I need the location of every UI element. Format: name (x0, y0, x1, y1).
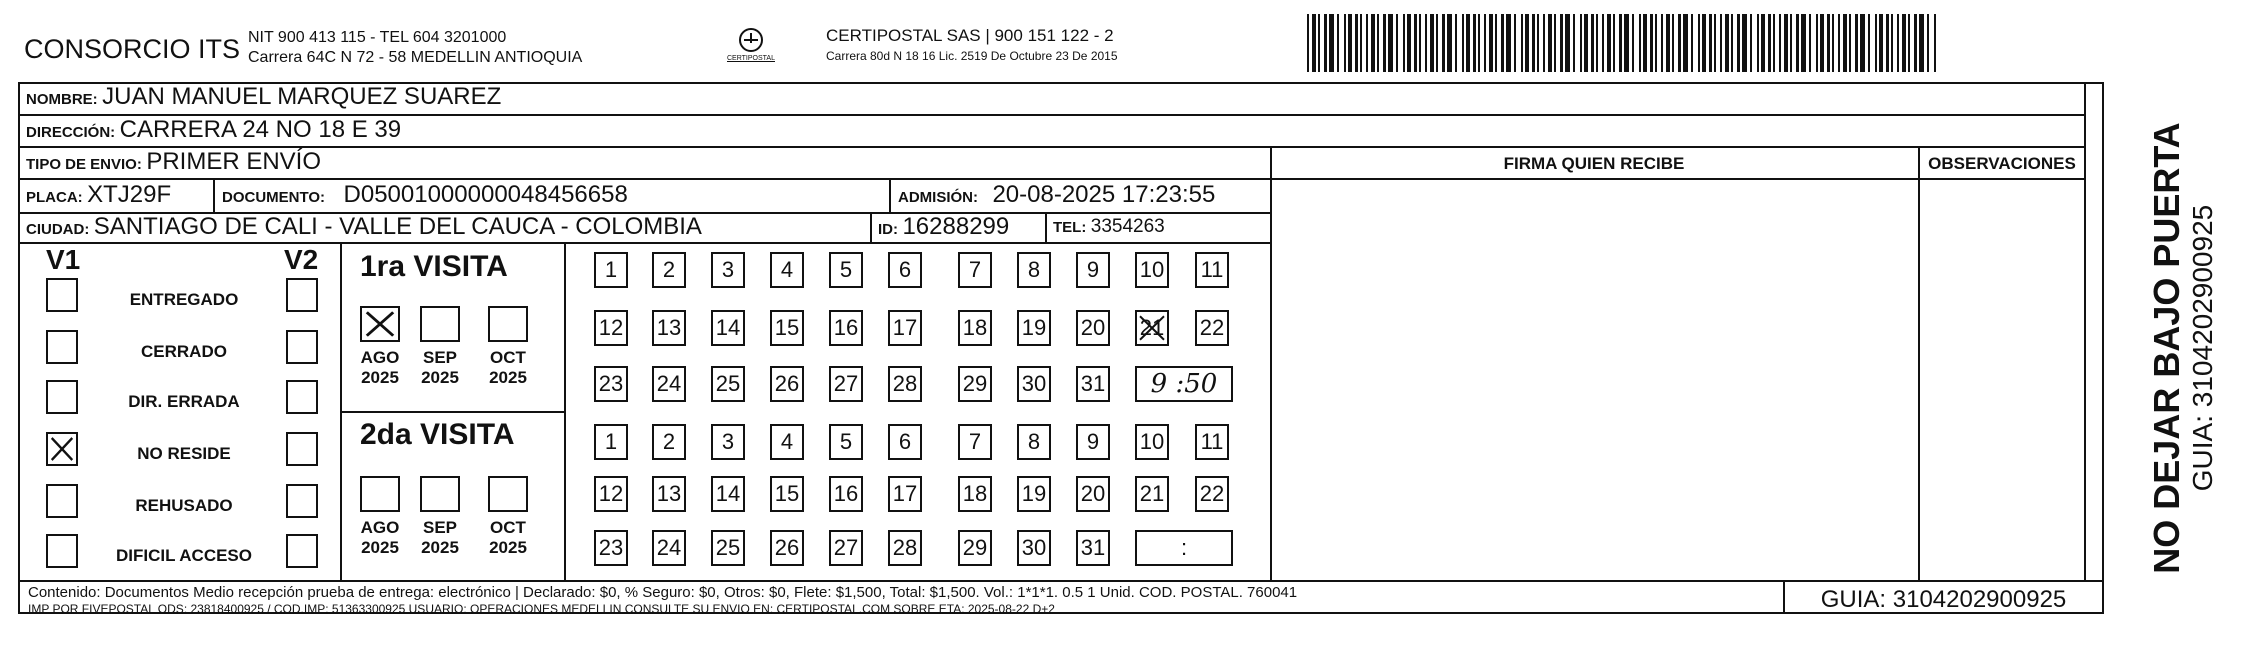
day-box: 11 (1195, 252, 1229, 288)
day-box: 16 (829, 310, 863, 346)
status-option-label: DIR. ERRADA (128, 392, 240, 411)
header-contact (248, 28, 582, 68)
day-box: 31 (1076, 366, 1110, 402)
barcode-bar (1868, 14, 1870, 72)
day-box: 3 (711, 424, 745, 460)
barcode-bar (1436, 14, 1438, 72)
day-box: 28 (888, 530, 922, 566)
barcode-bar (1698, 14, 1700, 72)
direccion-value: CARRERA 24 NO 18 E 39 (119, 116, 402, 143)
certipostal-logo (716, 22, 786, 72)
v2-checkbox (286, 484, 318, 518)
no-dejar-bajo-puerta: NO DEJAR BAJO PUERTA (2146, 122, 2187, 574)
barcode-bar (1683, 14, 1688, 72)
imp-line: IMP POR FIVEPOSTAL ODS: 23818400925 / COD.IMP: 51363300925 USUARIO: OPERACIONES MEDELLIN CONSULTE SU ENVIO EN: CERTIPOSTAL.COM SOBRE ETA: 2025-08-22 D+2 (28, 602, 1055, 616)
carrier-line: CERTIPOSTAL SAS | 900 151 122 - 2 (826, 26, 1114, 45)
day-box: 7 (958, 424, 992, 460)
day-box: 22 (1195, 310, 1229, 346)
tipo-value: PRIMER ENVÍO (146, 148, 322, 175)
month-label: SEP (422, 518, 458, 537)
day-box: 21 (1135, 476, 1169, 512)
status-option-label: DIFICIL ACCESO (115, 546, 252, 565)
company-name: CONSORCIO ITS (24, 34, 241, 64)
barcode-bar (1377, 14, 1379, 72)
barcode-bar (1886, 14, 1889, 72)
barcode-bar (1355, 14, 1358, 72)
day-box: 22 (1195, 476, 1229, 512)
v2-checkbox (286, 330, 318, 364)
barcode-bar (1761, 14, 1765, 72)
day-box: 27 (829, 366, 863, 402)
barcode-bar (1580, 14, 1582, 72)
barcode-bar (1473, 14, 1476, 72)
barcode-bar (1655, 14, 1657, 72)
barcode-bar (1750, 14, 1752, 72)
time-box: : (1135, 530, 1233, 566)
day-box: 24 (652, 530, 686, 566)
barcode-bar (1383, 14, 1386, 72)
day-box: 4 (770, 252, 804, 288)
first-visit-title: 1ra VISITA (360, 250, 508, 283)
barcode-bar (1484, 14, 1486, 72)
month-checkbox (360, 306, 400, 342)
barcode-bar (1337, 14, 1339, 72)
barcode-bar (1691, 14, 1693, 72)
day-box: 3 (711, 252, 745, 288)
barcode-bar (1430, 14, 1434, 72)
day-box: 23 (594, 366, 628, 402)
barcode-bar (1360, 14, 1362, 72)
x-mark-icon (362, 308, 398, 340)
barcode-bar (1348, 14, 1352, 72)
day-box: 29 (958, 366, 992, 402)
barcode-bar (1607, 14, 1611, 72)
v1-checkbox (46, 330, 78, 364)
day-box: 31 (1076, 530, 1110, 566)
tipo-label: TIPO DE ENVIO: (26, 156, 142, 173)
day-box: 21 (1135, 310, 1169, 346)
documento-field (222, 181, 628, 209)
tipo-row (26, 148, 321, 176)
v2-label: V2 (284, 244, 319, 275)
documento-value: D05001000000048456658 (343, 181, 628, 208)
id-value: 16288299 (902, 213, 1010, 240)
nombre-value: JUAN MANUEL MARQUEZ SUAREZ (102, 83, 502, 110)
barcode-bar (1875, 14, 1877, 72)
status-option-label: ENTREGADO (129, 290, 239, 309)
barcode-bar (1731, 14, 1733, 72)
carrier-info (826, 26, 1118, 63)
barcode-bar (1702, 14, 1706, 72)
barcode-bar (1838, 14, 1840, 72)
day-box: 26 (770, 530, 804, 566)
tel-field (1053, 216, 1165, 238)
barcode-bar (1407, 14, 1411, 72)
day-box: 15 (770, 310, 804, 346)
barcode-bar (1596, 14, 1598, 72)
v2-checkbox (286, 278, 318, 312)
year-label: 2025 (361, 368, 399, 387)
nombre-label: NOMBRE: (26, 91, 98, 108)
barcode-bar (1506, 14, 1511, 72)
barcode-bar (1419, 14, 1421, 72)
day-box: 7 (958, 252, 992, 288)
observaciones-label: OBSERVACIONES (1928, 154, 2076, 173)
day-box: 6 (888, 424, 922, 460)
barcode-bar (1602, 14, 1604, 72)
barcode-bar (1573, 14, 1575, 72)
barcode-bar (1318, 14, 1320, 72)
day-box: 13 (652, 476, 686, 512)
year-label: 2025 (489, 368, 527, 387)
month-label: SEP (422, 348, 458, 367)
id-label: ID: (878, 221, 898, 238)
barcode-bar (1650, 14, 1653, 72)
day-box: 26 (770, 366, 804, 402)
day-box: 15 (770, 476, 804, 512)
barcode-bar (1801, 14, 1806, 72)
barcode-bar (1879, 14, 1883, 72)
barcode-bar (1714, 14, 1716, 72)
v2-checkbox (286, 432, 318, 466)
barcode-bar (1554, 14, 1556, 72)
barcode-bar (1560, 14, 1563, 72)
barcode-bar (1849, 14, 1851, 72)
barcode-bar (1919, 14, 1924, 72)
barcode-bar (1366, 14, 1368, 72)
barcode-bar (1591, 14, 1594, 72)
placa-field (26, 181, 171, 209)
barcode-bar (1521, 14, 1523, 72)
barcode-bar (1455, 14, 1457, 72)
barcode-bar (1324, 14, 1327, 72)
day-box: 6 (888, 252, 922, 288)
barcode-bar (1773, 14, 1775, 72)
day-box: 29 (958, 530, 992, 566)
year-label: 2025 (421, 538, 459, 557)
tel-value: 3354263 (1090, 216, 1165, 237)
side-guia: GUIA: 3104202900925 (2187, 204, 2218, 492)
direccion-label: DIRECCIÓN: (26, 124, 116, 141)
barcode-bar (1855, 14, 1858, 72)
month-label: OCT (490, 348, 526, 367)
barcode-bar (1462, 14, 1464, 72)
barcode-bar (1779, 14, 1781, 72)
day-box: 1 (594, 424, 628, 460)
day-box: 2 (652, 424, 686, 460)
day-box: 8 (1017, 252, 1051, 288)
status-option-label: NO RESIDE (137, 444, 231, 463)
barcode-bar (1737, 14, 1740, 72)
barcode-bar (1678, 14, 1681, 72)
barcode-bar (1843, 14, 1847, 72)
barcode-bar (1466, 14, 1470, 72)
day-box: 4 (770, 424, 804, 460)
day-box: 2 (652, 252, 686, 288)
day-box: 11 (1195, 424, 1229, 460)
day-box: 23 (594, 530, 628, 566)
barcode-bar (1827, 14, 1830, 72)
barcode-bar (1403, 14, 1405, 72)
barcode-bar (1720, 14, 1722, 72)
barcode-bar (1860, 14, 1865, 72)
barcode-bar (1548, 14, 1552, 72)
day-box: 14 (711, 476, 745, 512)
day-box: 28 (888, 366, 922, 402)
strike-mark-icon (1137, 312, 1167, 344)
barcode-bar (1495, 14, 1497, 72)
barcode-bar (1414, 14, 1417, 72)
day-box: 5 (829, 424, 863, 460)
firma-label: FIRMA QUIEN RECIBE (1503, 154, 1685, 173)
v1-label: V1 (46, 244, 81, 275)
barcode-bar (1643, 14, 1647, 72)
barcode-bar (1914, 14, 1917, 72)
day-box: 25 (711, 530, 745, 566)
admision-field (898, 181, 1215, 209)
month-checkbox (488, 476, 528, 512)
day-box: 1 (594, 252, 628, 288)
month-checkbox (420, 306, 460, 342)
admision-value: 20-08-2025 17:23:55 (992, 181, 1216, 208)
barcode-bar (1784, 14, 1788, 72)
barcode-bar (1312, 14, 1316, 72)
barcode-bar (1489, 14, 1493, 72)
year-label: 2025 (489, 538, 527, 557)
day-box: 12 (594, 310, 628, 346)
barcode-bar (1344, 14, 1346, 72)
month-label: AGO (360, 348, 400, 367)
barcode-bar (1537, 14, 1539, 72)
barcode-bar (1809, 14, 1811, 72)
barcode-bar (1672, 14, 1674, 72)
ciudad-label: CIUDAD: (26, 221, 90, 238)
barcode-bar (1790, 14, 1792, 72)
v2-checkbox (286, 380, 318, 414)
day-box: 16 (829, 476, 863, 512)
barcode-bar (1891, 14, 1893, 72)
nit-line: NIT 900 413 115 - TEL 604 3201000 (248, 29, 507, 46)
ciudad-field (26, 213, 702, 241)
day-box: 5 (829, 252, 863, 288)
day-box: 9 (1076, 424, 1110, 460)
barcode-bar (1816, 14, 1818, 72)
day-box: 10 (1135, 424, 1169, 460)
day-box: 27 (829, 530, 863, 566)
barcode-bar (1396, 14, 1398, 72)
direccion-row (26, 116, 401, 144)
placa-label: PLACA: (26, 189, 83, 206)
barcode-bar (1514, 14, 1516, 72)
barcode-bar (1832, 14, 1834, 72)
barcode-bar (1525, 14, 1529, 72)
barcode-bar (1820, 14, 1824, 72)
nombre-row (26, 83, 501, 111)
month-label: AGO (360, 518, 400, 537)
day-box: 25 (711, 366, 745, 402)
day-box: 20 (1076, 476, 1110, 512)
day-box: 18 (958, 476, 992, 512)
barcode-bar (1478, 14, 1480, 72)
barcode-bar (1501, 14, 1504, 72)
status-option-label: REHUSADO (135, 496, 233, 515)
day-box: 18 (958, 310, 992, 346)
day-box: 8 (1017, 424, 1051, 460)
ciudad-value: SANTIAGO DE CALI - VALLE DEL CAUCA - COLOMBIA (93, 213, 702, 240)
barcode-bar (1307, 14, 1309, 72)
day-box: 30 (1017, 530, 1051, 566)
day-box: 14 (711, 310, 745, 346)
time-box: 9 :50 (1135, 366, 1233, 402)
month-checkbox (360, 476, 400, 512)
logo-text: CERTIPOSTAL (727, 55, 775, 62)
barcode-bar (1661, 14, 1663, 72)
barcode-bar (1632, 14, 1634, 72)
barcode-bar (1757, 14, 1759, 72)
id-field (878, 213, 1009, 241)
year-label: 2025 (361, 538, 399, 557)
barcode-bar (1934, 14, 1936, 72)
barcode-bar (1927, 14, 1929, 72)
barcode-bar (1796, 14, 1799, 72)
barcode-bar (1742, 14, 1747, 72)
v2-checkbox (286, 534, 318, 568)
day-box: 24 (652, 366, 686, 402)
barcode-bar (1709, 14, 1712, 72)
month-checkbox (420, 476, 460, 512)
admision-label: ADMISIÓN: (898, 189, 978, 206)
guia-box: GUIA: 3104202900925 (1820, 586, 2067, 613)
barcode-bar (1532, 14, 1535, 72)
second-visit-title: 2da VISITA (360, 418, 515, 451)
day-box: 12 (594, 476, 628, 512)
barcode-bar (1639, 14, 1641, 72)
barcode-bar (1613, 14, 1615, 72)
barcode-bar (1447, 14, 1452, 72)
v1-checkbox (46, 278, 78, 312)
status-option-label: CERRADO (141, 342, 227, 361)
logo-icon (716, 22, 786, 72)
license-line: Carrera 80d N 18 16 Lic. 2519 De Octubre 23 De 2015 (826, 49, 1118, 63)
x-mark-icon (48, 434, 76, 464)
barcode-bar (1442, 14, 1445, 72)
documento-label: DOCUMENTO: (222, 189, 326, 206)
barcode-bar (1624, 14, 1629, 72)
barcode-bar (1565, 14, 1570, 72)
barcode-bar (1584, 14, 1588, 72)
month-label: OCT (490, 518, 526, 537)
day-box: 17 (888, 310, 922, 346)
barcode-bar (1908, 14, 1910, 72)
barcode-bar (1388, 14, 1393, 72)
barcode-bar (1902, 14, 1906, 72)
v1-checkbox (46, 534, 78, 568)
day-box: 19 (1017, 476, 1051, 512)
barcode-bar (1619, 14, 1622, 72)
year-label: 2025 (421, 368, 459, 387)
barcode (1307, 14, 1941, 72)
barcode-bar (1329, 14, 1334, 72)
day-box: 17 (888, 476, 922, 512)
v1-checkbox (46, 432, 78, 466)
barcode-bar (1768, 14, 1771, 72)
barcode-graphic (1307, 14, 1941, 72)
day-box: 19 (1017, 310, 1051, 346)
month-checkbox (488, 306, 528, 342)
day-box: 10 (1135, 252, 1169, 288)
barcode-bar (1425, 14, 1427, 72)
v1-checkbox (46, 380, 78, 414)
barcode-bar (1543, 14, 1545, 72)
barcode-bar (1897, 14, 1899, 72)
placa-value: XTJ29F (87, 181, 172, 208)
day-box: 9 (1076, 252, 1110, 288)
barcode-bar (1371, 14, 1375, 72)
day-box: 30 (1017, 366, 1051, 402)
barcode-bar (1666, 14, 1670, 72)
barcode-bar (1725, 14, 1729, 72)
day-box: 20 (1076, 310, 1110, 346)
tel-label: TEL: (1053, 219, 1087, 236)
address-line: Carrera 64C N 72 - 58 MEDELLIN ANTIOQUIA (248, 49, 583, 66)
contenido-line: Contenido: Documentos Medio recepción prueba de entrega: electrónico | Declarado: $0, % Seguro: $0, Otros: $0, Flete: $1,500, Total: $1,500. Vol.: 1*1*1. 0.5 1 Unid. COD. POSTAL. 760041 (28, 584, 1298, 601)
day-box: 13 (652, 310, 686, 346)
v1-checkbox (46, 484, 78, 518)
